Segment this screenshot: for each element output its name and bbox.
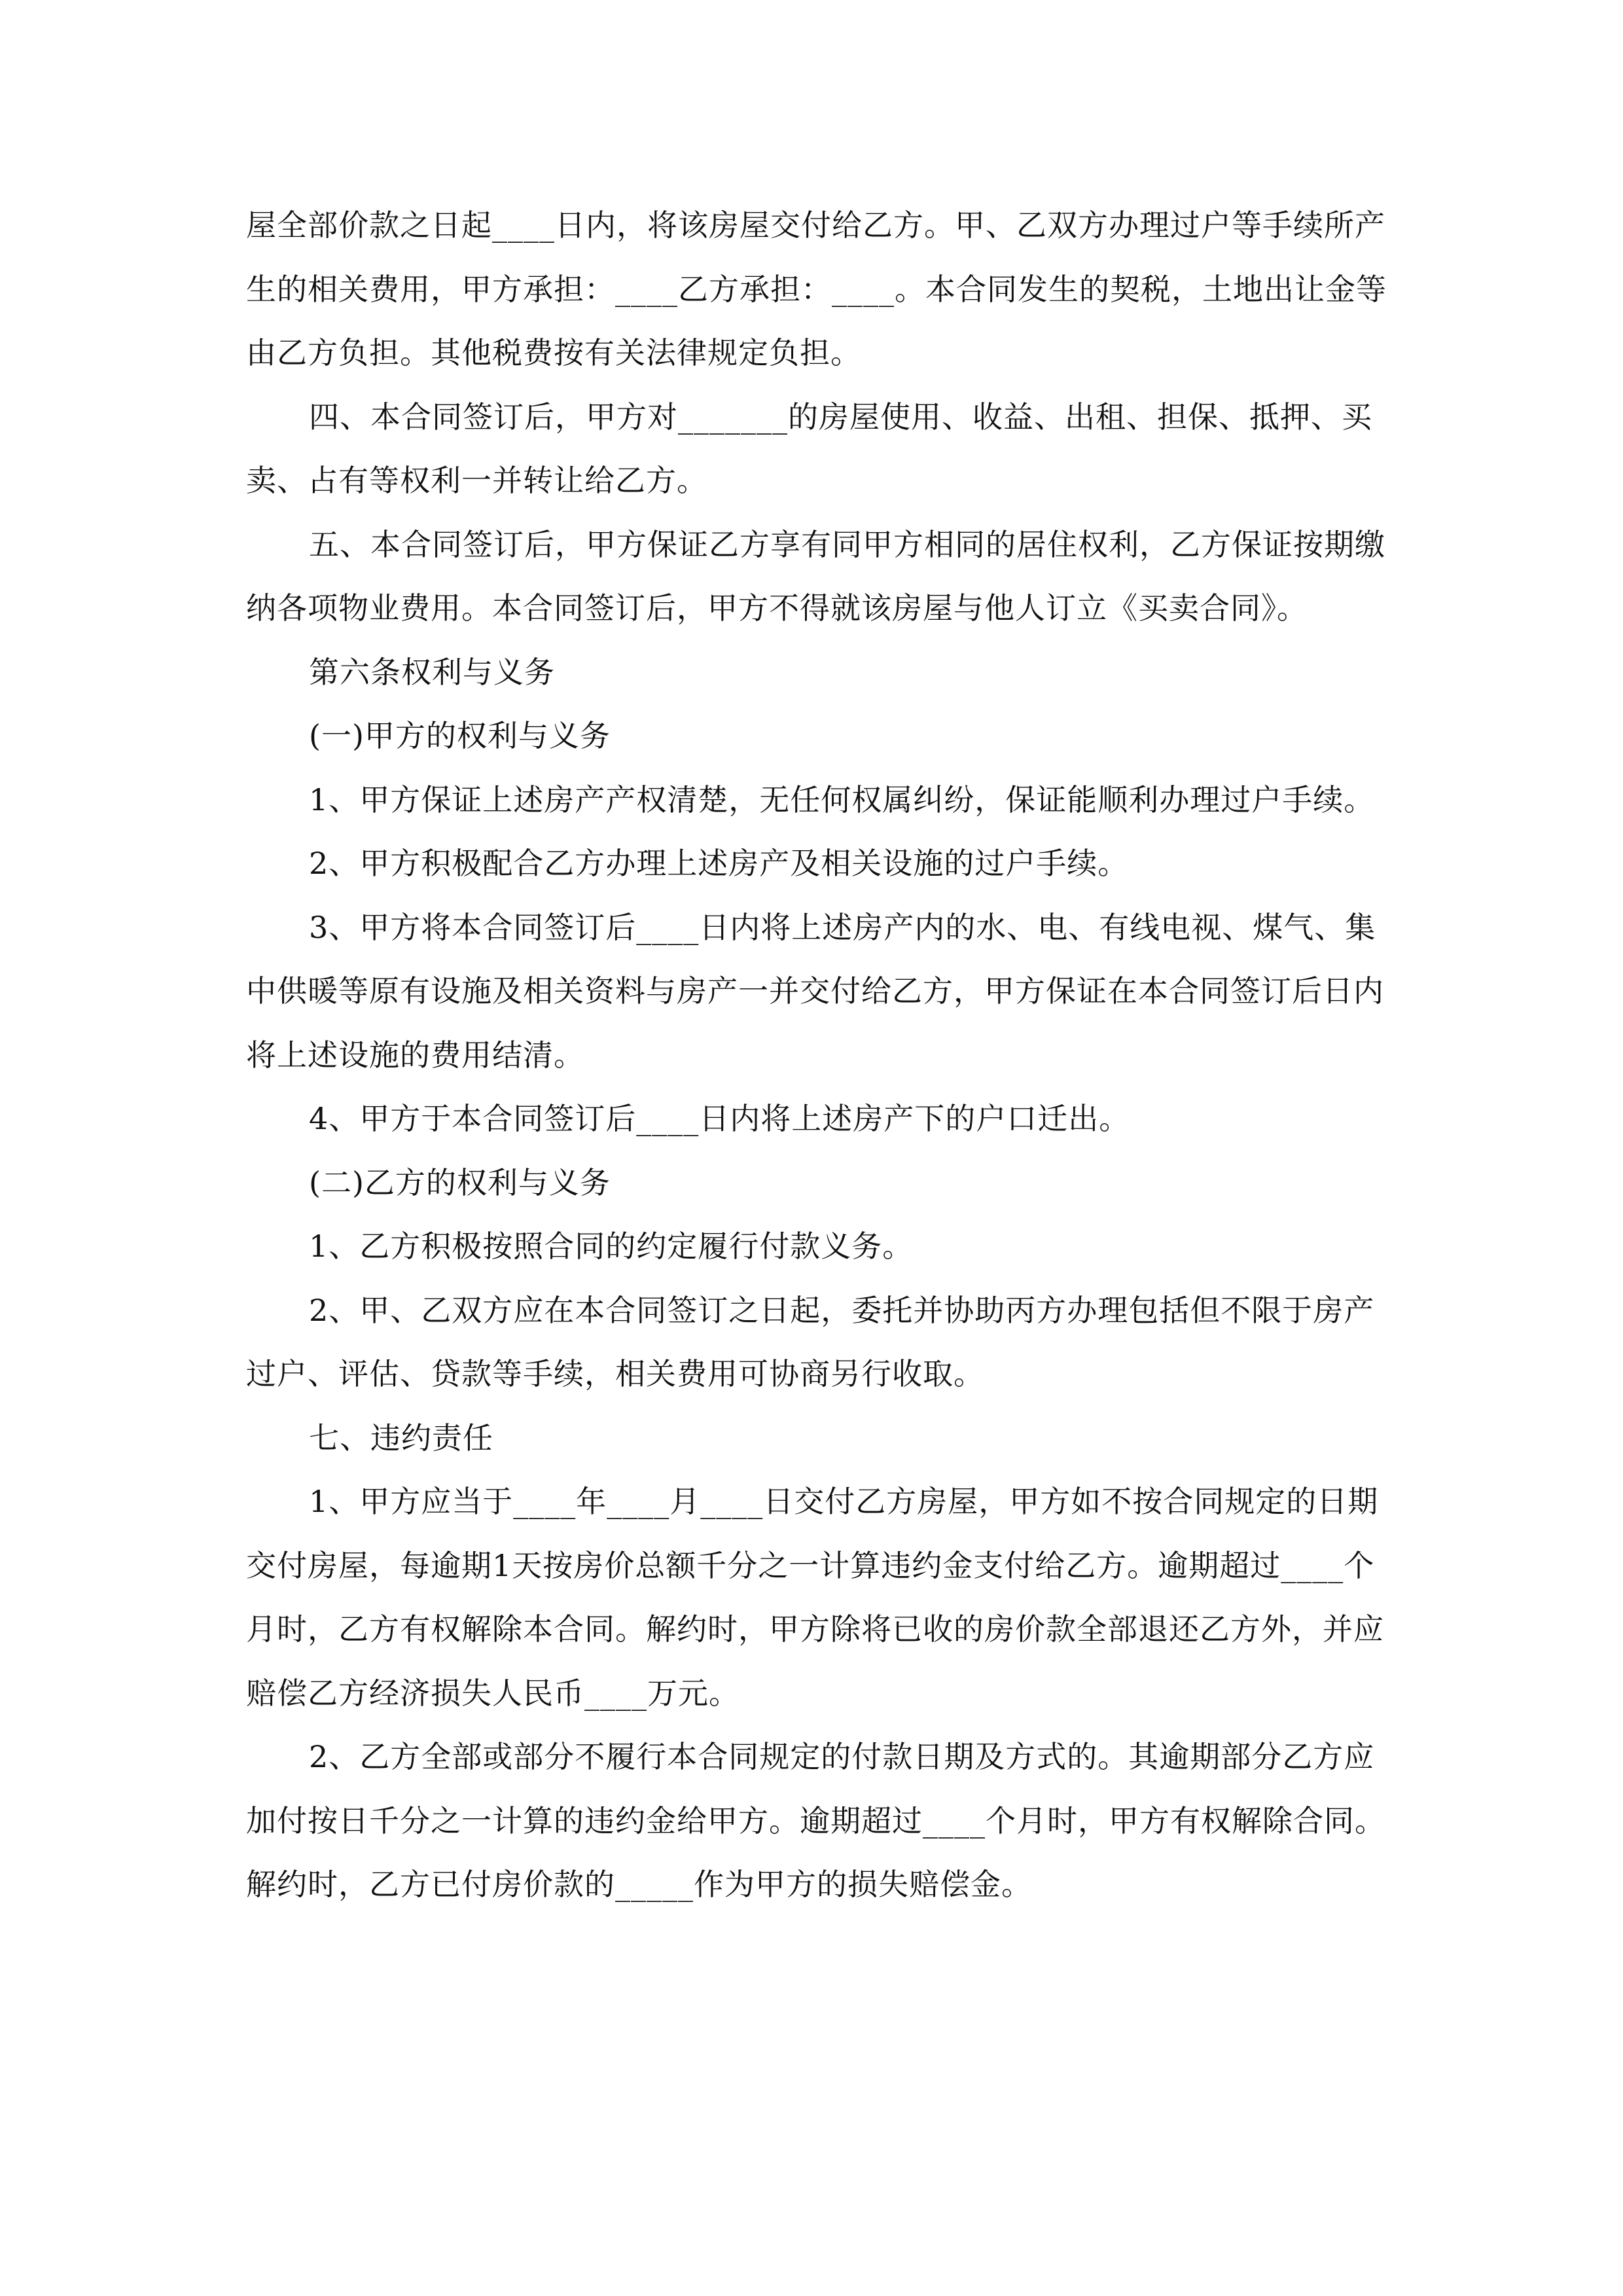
paragraph-clause-5: 五、本合同签订后，甲方保证乙方享有同甲方相同的居住权利，乙方保证按期缴纳各项物业费用。本合同签订后，甲方不得就该房屋与他人订立《买卖合同》。 <box>246 526 1385 626</box>
paragraph-party-b-item-1: 1、乙方积极按照合同的约定履行付款义务。 <box>309 1229 914 1264</box>
subsection-heading-party-a: (一)甲方的权利与义务 <box>309 718 611 753</box>
paragraph-breach-item-1: 1、甲方应当于____年____月____日交付乙方房屋，甲方如不按合同规定的日期交付房屋，每逾期1天按房价总额千分之一计算违约金支付给乙方。逾期超过____个月时，乙方有权解除本合同。解约时，甲方除将已收的房价款全部退还乙方外，并应赔偿乙方经济损失人民币____万元。 <box>246 1484 1384 1711</box>
paragraph-party-b-item-2: 2、甲、乙双方应在本合同签订之日起，委托并协助丙方办理包括但不限于房产过户、评估、贷款等手续，相关费用可协商另行收取。 <box>246 1292 1375 1391</box>
section-heading-breach: 七、违约责任 <box>309 1420 493 1456</box>
paragraph-party-a-item-4: 4、甲方于本合同签订后____日内将上述房产下的户口迁出。 <box>309 1101 1130 1136</box>
paragraph-party-a-item-2: 2、甲方积极配合乙方办理上述房产及相关设施的过户手续。 <box>309 846 1129 881</box>
section-heading-article-6: 第六条权利与义务 <box>309 654 555 690</box>
paragraph-party-a-item-1: 1、甲方保证上述房产产权清楚，无任何权属纠纷，保证能顺利办理过户手续。 <box>309 781 1375 817</box>
document-body <box>246 194 1398 1917</box>
paragraph-party-a-item-3: 3、甲方将本合同签订后____日内将上述房产内的水、电、有线电视、煤气、集中供暖等原有设施及相关资料与房产一并交付给乙方，甲方保证在本合同签订后日内将上述设施的费用结清。 <box>246 909 1384 1073</box>
paragraph-continuation: 屋全部价款之日起____日内，将该房屋交付给乙方。甲、乙双方办理过户等手续所产生的相关费用，甲方承担：____乙方承担：____。本合同发生的契税，土地出让金等由乙方负担。其他税费按有关法律规定负担。 <box>246 207 1387 370</box>
paragraph-breach-item-2: 2、乙方全部或部分不履行本合同规定的付款日期及方式的。其逾期部分乙方应加付按日千分之一计算的违约金给甲方。逾期超过____个月时，甲方有权解除合同。解约时，乙方已付房价款的_____作为甲方的损失赔偿金。 <box>246 1739 1385 1902</box>
subsection-heading-party-b: (二)乙方的权利与义务 <box>309 1164 611 1200</box>
paragraph-clause-4: 四、本合同签订后，甲方对_______的房屋使用、收益、出租、担保、抵押、买卖、占有等权利一并转让给乙方。 <box>246 399 1372 498</box>
